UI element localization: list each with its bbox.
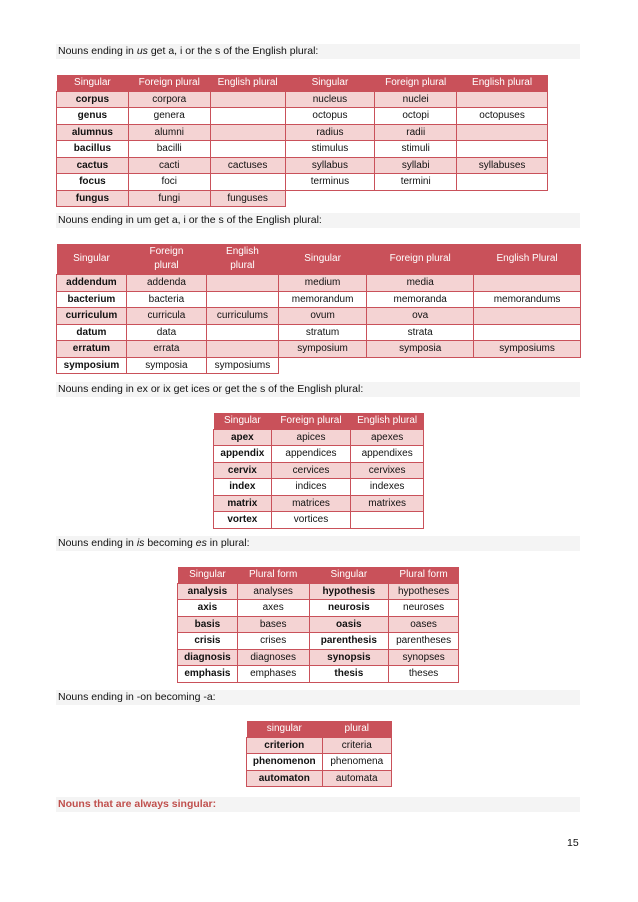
table-row — [178, 583, 459, 600]
column-header: Foreign plural — [375, 75, 457, 91]
table-cell — [210, 108, 285, 125]
table-cell: stimuli — [375, 141, 457, 158]
table-cell: criteria — [322, 737, 391, 754]
heading-on: Nouns ending in -on becoming -a: — [56, 690, 580, 705]
table-cell: radii — [375, 124, 457, 141]
table-cell: addendum — [57, 275, 127, 292]
table-cell: indices — [271, 479, 351, 496]
table-cell: terminus — [285, 174, 375, 191]
table-row — [57, 124, 548, 141]
table-cell — [351, 512, 424, 529]
table-row — [178, 666, 459, 683]
table-cell — [207, 341, 279, 358]
table-cell: neurosis — [309, 600, 389, 617]
table-row — [57, 190, 548, 207]
column-header: English plural — [457, 75, 548, 91]
table-cell — [207, 275, 279, 292]
table-is — [177, 567, 459, 683]
table-cell: appendices — [271, 446, 351, 463]
heading-um: Nouns ending in um get a, i or the s of the English plural: — [56, 213, 580, 228]
table-cell — [210, 91, 285, 108]
table-cell — [207, 291, 279, 308]
column-header: English plural — [351, 413, 424, 429]
table-cell — [474, 308, 581, 325]
table-ex — [213, 413, 424, 529]
table-cell: matrixes — [351, 495, 424, 512]
header-row — [57, 244, 581, 275]
table-cell: memorandum — [278, 291, 366, 308]
table-cell: phenomenon — [247, 754, 323, 771]
column-header: Singular — [214, 413, 272, 429]
table-row — [57, 275, 581, 292]
table-cell — [278, 357, 366, 374]
table-cell: cervix — [214, 462, 272, 479]
table-cell — [474, 324, 581, 341]
table-cell — [457, 124, 548, 141]
table-row — [57, 157, 548, 174]
table-cell: diagnosis — [178, 649, 238, 666]
column-header: Foreign plural — [271, 413, 351, 429]
table-row — [214, 479, 424, 496]
table-row — [214, 429, 424, 446]
table-cell: appendix — [214, 446, 272, 463]
table-cell: corpora — [128, 91, 210, 108]
column-header: Singular — [278, 244, 366, 275]
column-header: Foreign plural — [126, 244, 206, 275]
table-cell: thesis — [309, 666, 389, 683]
table-cell: syllabuses — [457, 157, 548, 174]
table-cell: cactus — [57, 157, 129, 174]
table-cell — [457, 174, 548, 191]
table-cell: matrices — [271, 495, 351, 512]
table-cell: octopus — [285, 108, 375, 125]
table-cell: symposiums — [474, 341, 581, 358]
table-cell: automaton — [247, 770, 323, 787]
column-header: English plural — [207, 244, 279, 275]
column-header: Singular — [57, 75, 129, 91]
table-cell — [285, 190, 375, 207]
heading-ex: Nouns ending in ex or ix get ices or get the s of the English plural: — [56, 382, 580, 397]
table-cell: synopsis — [309, 649, 389, 666]
table-cell: symposiums — [207, 357, 279, 374]
table-cell — [210, 174, 285, 191]
table-cell: alumni — [128, 124, 210, 141]
table-cell: stratum — [278, 324, 366, 341]
table-us — [56, 75, 548, 207]
header-row — [214, 413, 424, 429]
table-cell: fungi — [128, 190, 210, 207]
table-row — [57, 91, 548, 108]
table-cell: synopses — [389, 649, 459, 666]
table-cell: parenthesis — [309, 633, 389, 650]
column-header: Plural form — [237, 567, 309, 583]
table-um — [56, 244, 581, 374]
table-cell: hypotheses — [389, 583, 459, 600]
table-cell — [367, 357, 474, 374]
table-cell: automata — [322, 770, 391, 787]
table-cell: memoranda — [367, 291, 474, 308]
table-cell: octopi — [375, 108, 457, 125]
table-cell: foci — [128, 174, 210, 191]
table-cell: vortex — [214, 512, 272, 529]
table-cell: parentheses — [389, 633, 459, 650]
table-cell: data — [126, 324, 206, 341]
table-cell: cervices — [271, 462, 351, 479]
table-cell: funguses — [210, 190, 285, 207]
table-cell: axis — [178, 600, 238, 617]
table-cell: basis — [178, 616, 238, 633]
table-row — [214, 512, 424, 529]
table-cell: analysis — [178, 583, 238, 600]
table-cell: oasis — [309, 616, 389, 633]
table-cell: errata — [126, 341, 206, 358]
table-cell: media — [367, 275, 474, 292]
table-row — [57, 174, 548, 191]
table-cell: matrix — [214, 495, 272, 512]
table-row — [178, 649, 459, 666]
table-row — [57, 324, 581, 341]
table-cell: nucleus — [285, 91, 375, 108]
table-cell: corpus — [57, 91, 129, 108]
table-cell: crisis — [178, 633, 238, 650]
table-row — [178, 616, 459, 633]
table-cell: termini — [375, 174, 457, 191]
table-cell: erratum — [57, 341, 127, 358]
table-cell: alumnus — [57, 124, 129, 141]
table-row — [178, 633, 459, 650]
table-cell — [474, 275, 581, 292]
table-cell: emphases — [237, 666, 309, 683]
table-cell: bacillus — [57, 141, 129, 158]
column-header: Foreign plural — [128, 75, 210, 91]
column-header: Singular — [309, 567, 389, 583]
table-cell — [457, 91, 548, 108]
table-cell: memorandums — [474, 291, 581, 308]
table-row — [57, 357, 581, 374]
table-cell: radius — [285, 124, 375, 141]
table-cell: octopuses — [457, 108, 548, 125]
header-row — [57, 75, 548, 91]
table-cell: indexes — [351, 479, 424, 496]
column-header: singular — [247, 721, 323, 737]
header-row — [247, 721, 392, 737]
table-cell: cacti — [128, 157, 210, 174]
table-cell: diagnoses — [237, 649, 309, 666]
table-row — [57, 108, 548, 125]
table-cell: ova — [367, 308, 474, 325]
table-cell — [210, 141, 285, 158]
table-cell: fungus — [57, 190, 129, 207]
table-cell: phenomena — [322, 754, 391, 771]
table-cell: vortices — [271, 512, 351, 529]
table-row — [57, 308, 581, 325]
column-header: Plural form — [389, 567, 459, 583]
table-cell: index — [214, 479, 272, 496]
table-cell: curricula — [126, 308, 206, 325]
table-row — [247, 754, 392, 771]
table-cell: ovum — [278, 308, 366, 325]
table-cell: nuclei — [375, 91, 457, 108]
table-row — [214, 462, 424, 479]
table-cell: neuroses — [389, 600, 459, 617]
column-header: English plural — [210, 75, 285, 91]
table-cell: hypothesis — [309, 583, 389, 600]
heading-always-singular: Nouns that are always singular: — [56, 797, 580, 812]
table-cell: medium — [278, 275, 366, 292]
table-cell: bases — [237, 616, 309, 633]
table-cell: symposia — [367, 341, 474, 358]
table-row — [57, 141, 548, 158]
table-row — [214, 446, 424, 463]
column-header: Singular — [57, 244, 127, 275]
table-row — [247, 770, 392, 787]
table-cell — [457, 190, 548, 207]
table-cell: curriculums — [207, 308, 279, 325]
table-cell: axes — [237, 600, 309, 617]
table-cell: emphasis — [178, 666, 238, 683]
table-cell: strata — [367, 324, 474, 341]
table-row — [57, 341, 581, 358]
column-header: Foreign plural — [367, 244, 474, 275]
table-cell: criterion — [247, 737, 323, 754]
table-cell: analyses — [237, 583, 309, 600]
table-cell: bacilli — [128, 141, 210, 158]
table-cell: apexes — [351, 429, 424, 446]
table-cell: theses — [389, 666, 459, 683]
table-row — [214, 495, 424, 512]
table-cell: bacteria — [126, 291, 206, 308]
column-header: Singular — [285, 75, 375, 91]
table-row — [247, 737, 392, 754]
table-cell — [375, 190, 457, 207]
table-cell: genera — [128, 108, 210, 125]
table-cell: datum — [57, 324, 127, 341]
column-header: Singular — [178, 567, 238, 583]
table-cell: genus — [57, 108, 129, 125]
table-on — [246, 721, 392, 787]
header-row — [178, 567, 459, 583]
table-cell: focus — [57, 174, 129, 191]
column-header: plural — [322, 721, 391, 737]
table-cell: stimulus — [285, 141, 375, 158]
table-row — [57, 291, 581, 308]
column-header: English Plural — [474, 244, 581, 275]
table-cell — [207, 324, 279, 341]
table-cell: cervixes — [351, 462, 424, 479]
page-number: 15 — [567, 837, 579, 849]
table-cell: curriculum — [57, 308, 127, 325]
table-cell: symposia — [126, 357, 206, 374]
table-cell: bacterium — [57, 291, 127, 308]
table-cell: oases — [389, 616, 459, 633]
table-cell: apex — [214, 429, 272, 446]
table-cell: addenda — [126, 275, 206, 292]
table-cell: symposium — [57, 357, 127, 374]
table-cell: apices — [271, 429, 351, 446]
table-cell: cactuses — [210, 157, 285, 174]
table-cell: appendixes — [351, 446, 424, 463]
table-cell: syllabus — [285, 157, 375, 174]
table-cell: symposium — [278, 341, 366, 358]
heading-us: Nouns ending in us get a, i or the s of the English plural: — [56, 44, 580, 59]
table-cell — [474, 357, 581, 374]
heading-is: Nouns ending in is becoming es in plural: — [56, 536, 580, 551]
table-cell: crises — [237, 633, 309, 650]
table-cell: syllabi — [375, 157, 457, 174]
table-row — [178, 600, 459, 617]
table-cell — [457, 141, 548, 158]
table-cell — [210, 124, 285, 141]
